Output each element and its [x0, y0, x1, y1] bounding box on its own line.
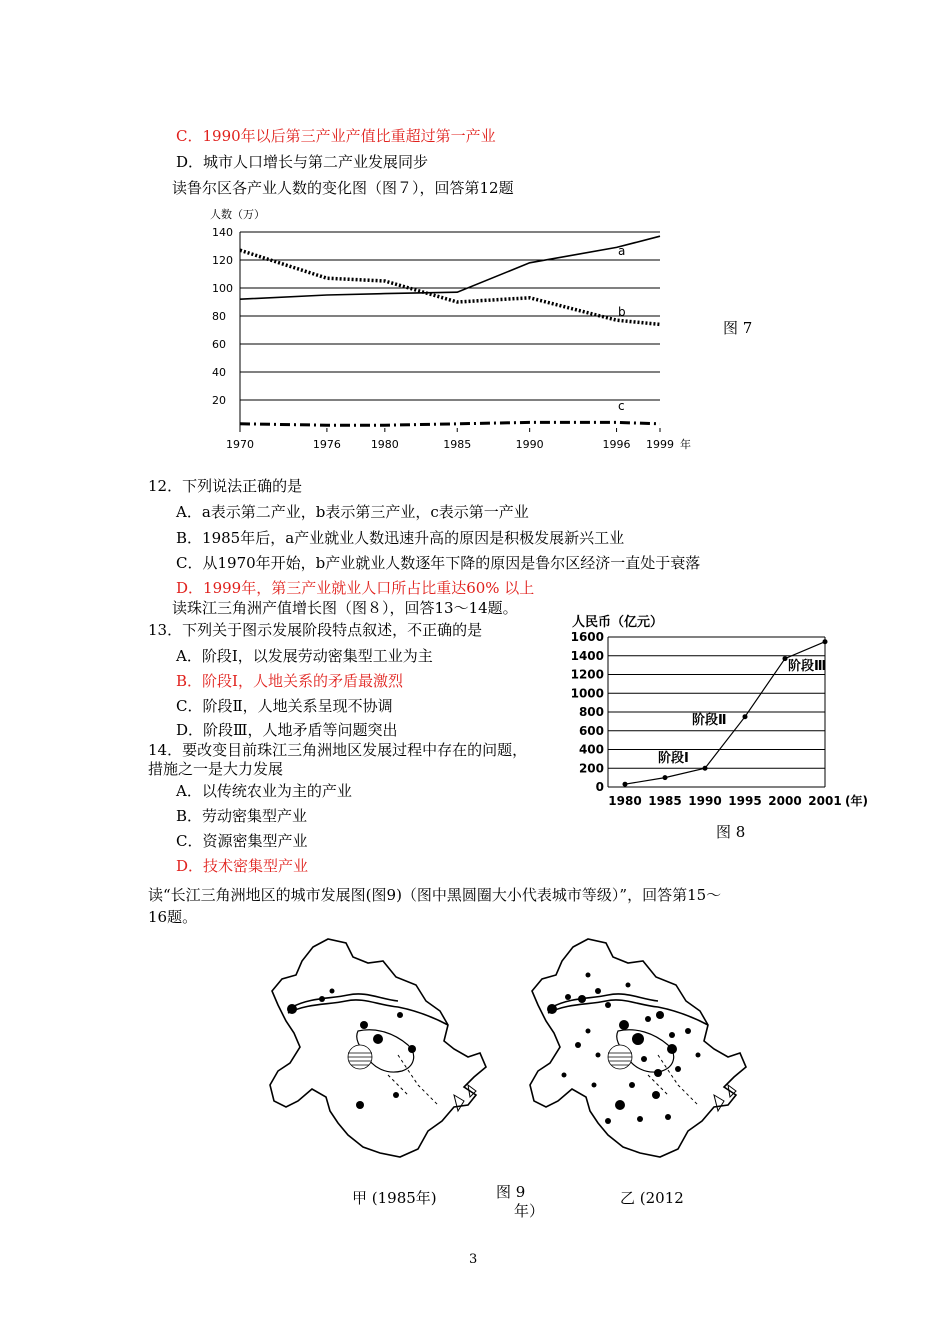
fig8-ytick-label: 600 — [578, 723, 604, 738]
fig8-xtick-label: 1980 — [608, 794, 642, 808]
fig8-xtick-label: 1995 — [728, 794, 762, 808]
fig7-ytick-label: 140 — [212, 226, 233, 239]
fig7-xlabel: 年 — [680, 438, 691, 451]
q11-option-c: C．1990年以后第三产业产值比重超过第一产业 — [176, 127, 496, 145]
fig8-stage-label: 阶段Ⅱ — [692, 713, 727, 728]
q12-option-b: B．1985年后，a产业就业人数迅速升高的原因是积极发展新兴工业 — [176, 529, 625, 547]
q12-option-d: D．1999年，第三产业就业人口所占比重达60% 以上 — [176, 579, 535, 597]
q12-stem: 12．下列说法正确的是 — [148, 477, 303, 495]
fig7-xtick-label: 1999 — [646, 438, 674, 451]
fig9-map-left — [268, 935, 498, 1175]
fig8-ytick-label: 400 — [578, 742, 604, 757]
q14-stem-line1: 14．要改变目前珠江三角洲地区发展过程中存在的问题， — [148, 741, 528, 759]
fig8-intro: 读珠江三角洲产值增长图（图８），回答13～14题。 — [172, 599, 518, 617]
fig7-xtick-label: 1996 — [602, 438, 631, 451]
q14-option-d: D．技术密集型产业 — [176, 857, 309, 875]
q11-option-d: D．城市人口增长与第二产业发展同步 — [176, 153, 429, 171]
fig8-caption: 图 8 — [716, 823, 746, 841]
fig8-xtick-label: 2000 — [768, 794, 802, 808]
fig7-series-b-label: b — [618, 305, 626, 319]
q13-option-a: A．阶段Ⅰ，以发展劳动密集型工业为主 — [176, 647, 433, 665]
fig8-ytick-label: 1000 — [570, 686, 604, 701]
q14-option-c: C．资源密集型产业 — [176, 832, 308, 850]
fig8-data-point — [703, 766, 708, 771]
fig9-caption-line1: 图 9 — [496, 1183, 526, 1201]
fig8-xtick-label: 1985 — [648, 794, 682, 808]
fig7-xtick-label: 1980 — [370, 438, 399, 451]
fig8-ytick-label: 1400 — [570, 648, 604, 663]
fig7-ytick-label: 100 — [212, 282, 233, 295]
fig7-chart — [200, 200, 720, 460]
fig7-caption: 图 7 — [723, 319, 753, 337]
fig7-intro: 读鲁尔区各产业人数的变化图（图７），回答第12题 — [172, 179, 514, 197]
fig8-ylabel: 人民币（亿元） — [572, 615, 664, 630]
fig7-ytick-label: 60 — [212, 338, 226, 351]
fig8-data-point — [743, 714, 748, 719]
fig7-xtick-label: 1985 — [443, 438, 472, 451]
fig8-data-point — [783, 656, 788, 661]
fig9-intro-line1: 读“长江三角洲地区的城市发展图(图9)（图中黑圆圈大小代表城市等级）”，回答第15～ — [148, 886, 722, 904]
fig8-xtick-label: 2001 — [808, 794, 842, 808]
fig9-map-right — [528, 935, 758, 1175]
fig8-xlabel: (年) — [845, 794, 868, 808]
fig8-ytick-label: 200 — [578, 761, 604, 776]
fig7-series-a-line — [240, 236, 660, 299]
q13-option-c: C．阶段Ⅱ，人地关系呈现不协调 — [176, 697, 393, 715]
q13-stem: 13．下列关于图示发展阶段特点叙述，不正确的是 — [148, 621, 483, 639]
fig9-label-left: 甲 (1985年) — [352, 1189, 437, 1207]
fig7-xtick-label: 1990 — [515, 438, 544, 451]
q12-option-a: A．a表示第二产业，b表示第三产业，c表示第一产业 — [176, 503, 529, 521]
fig8-xtick-label: 1990 — [688, 794, 722, 808]
fig7-ytick-label: 40 — [212, 366, 226, 379]
fig7-ytick-label: 20 — [212, 394, 226, 407]
fig8-stage-label: 阶段Ⅰ — [658, 751, 689, 766]
fig8-stage-label: 阶段Ⅲ — [788, 659, 827, 674]
fig7-ytick-label: 120 — [212, 254, 233, 267]
fig8-ytick-label: 1200 — [570, 667, 604, 682]
fig7-series-a-label: a — [618, 244, 626, 259]
q13-option-d: D．阶段Ⅲ，人地矛盾等问题突出 — [176, 721, 398, 739]
q14-option-a: A．以传统农业为主的产业 — [176, 782, 352, 800]
q14-option-b: B．劳动密集型产业 — [176, 807, 308, 825]
fig9-intro-line2: 16题。 — [148, 908, 198, 926]
fig8-data-point — [623, 782, 628, 787]
fig8-data-point — [663, 775, 668, 780]
q13-option-b: B．阶段Ⅰ，人地关系的矛盾最激烈 — [176, 672, 403, 690]
fig7-series-c-label: c — [618, 398, 625, 413]
q14-stem-line2: 措施之一是大力发展 — [148, 760, 284, 778]
fig7-series-b-line — [240, 250, 660, 324]
fig7-series-c-line — [240, 422, 660, 425]
q12-option-c: C．从1970年开始，b产业就业人数逐年下降的原因是鲁尔区经济一直处于衰落 — [176, 554, 701, 572]
fig7-xtick-label: 1976 — [312, 438, 341, 451]
fig7-ytick-label: 80 — [212, 310, 226, 323]
fig9-label-right: 乙 (2012 — [620, 1189, 684, 1207]
fig8-ytick-label: 800 — [578, 705, 604, 719]
fig7-xtick-label: 1970 — [226, 438, 254, 451]
fig7-ylabel: 人数（万） — [210, 208, 265, 221]
fig8-chart — [570, 612, 870, 812]
page-number: 3 — [469, 1252, 478, 1267]
fig8-data-point — [823, 639, 828, 644]
fig8-ytick-label: 0 — [595, 780, 604, 794]
fig9-caption-line2: 年） — [514, 1202, 545, 1220]
fig8-ytick-label: 1600 — [570, 630, 604, 644]
